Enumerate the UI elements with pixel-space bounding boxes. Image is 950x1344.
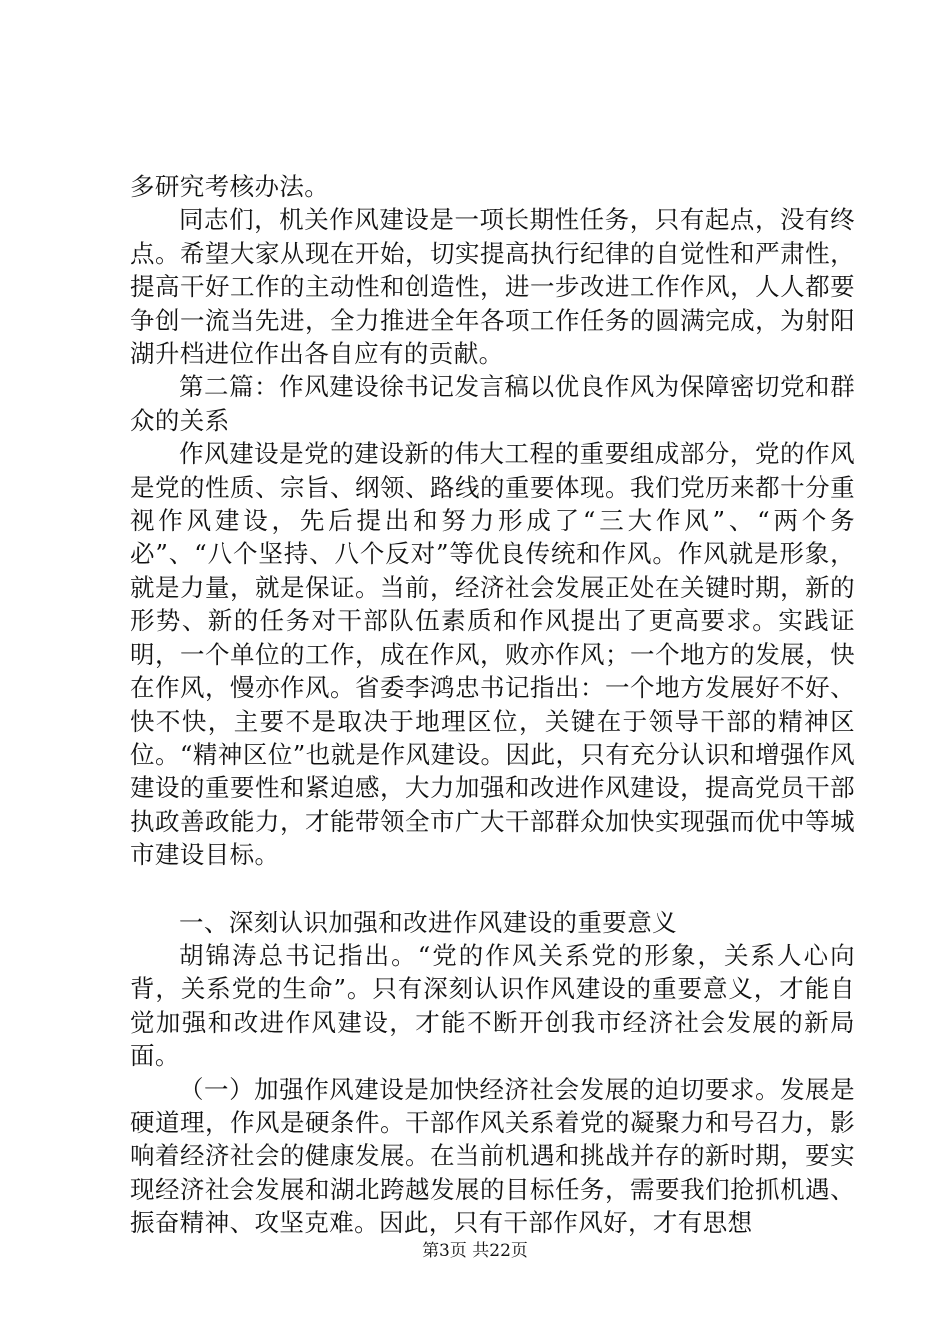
section-heading-part-two: 第二篇：作风建设徐书记发言稿以优良作风为保障密切党和群众的关系: [130, 372, 855, 435]
paragraph-hu-quote: 胡锦涛总书记指出。“党的作风关系党的形象，关系人心向背，关系党的生命”。只有深刻认识作风建设的重要意义，才能自觉加强和改进作风建设，才能不断开创我市经济社会发展的新局面。: [130, 940, 855, 1071]
paragraph-comrades-closing: 同志们，机关作风建设是一项长期性任务，只有起点，没有终点。希望大家从现在开始，切实提高执行纪律的自觉性和严肃性，提高干好工作的主动性和创造性，进一步改进工作作风，人人都要争创一流当先进，全力推进全年各项工作任务的圆满完成，为射阳湖升档进位作出各自应有的贡献。: [130, 205, 855, 369]
document-body: [130, 170, 855, 1240]
page-footer: [0, 1240, 950, 1262]
section-heading-one: 一、深刻认识加强和改进作风建设的重要意义: [179, 907, 677, 937]
paragraph-subsection-one: （一）加强作风建设是加快经济社会发展的迫切要求。发展是硬道理，作风是硬条件。干部作风关系着党的凝聚力和号召力，影响着经济社会的健康发展。在当前机遇和挑战并存的新时期，要实现经济社会发展和湖北跨越发展的目标任务，需要我们抢抓机遇、振奋精神、攻坚克难。因此，只有干部作风好，才有思想: [130, 1074, 855, 1238]
paragraph-closing-continued: 多研究考核办法。: [130, 172, 330, 201]
page-number-label: 第3页 共22页: [422, 1241, 528, 1261]
paragraph-work-style-intro: 作风建设是党的建设新的伟大工程的重要组成部分，党的作风是党的性质、宗旨、纲领、路线的重要体现。我们党历来都十分重视作风建设，先后提出和努力形成了“三大作风”、“两个务必”、“八个坚持、八个反对”等优良传统和作风。作风就是形象，就是力量，就是保证。当前，经济社会发展正处在关键时期，新的形势、新的任务对干部队伍素质和作风提出了更高要求。实践证明，一个单位的工作，成在作风，败亦作风；一个地方的发展，快在作风，慢亦作风。省委李鸿忠书记指出：一个地方发展好不好、快不快，主要不是取决于地理区位，关键在于领导干部的精神区位。“精神区位”也就是作风建设。因此，只有充分认识和增强作风建设的重要性和紧迫感，大力加强和改进作风建设，提高党员干部执政善政能力，才能带领全市广大干部群众加快实现强而优中等城市建设目标。: [130, 439, 855, 870]
